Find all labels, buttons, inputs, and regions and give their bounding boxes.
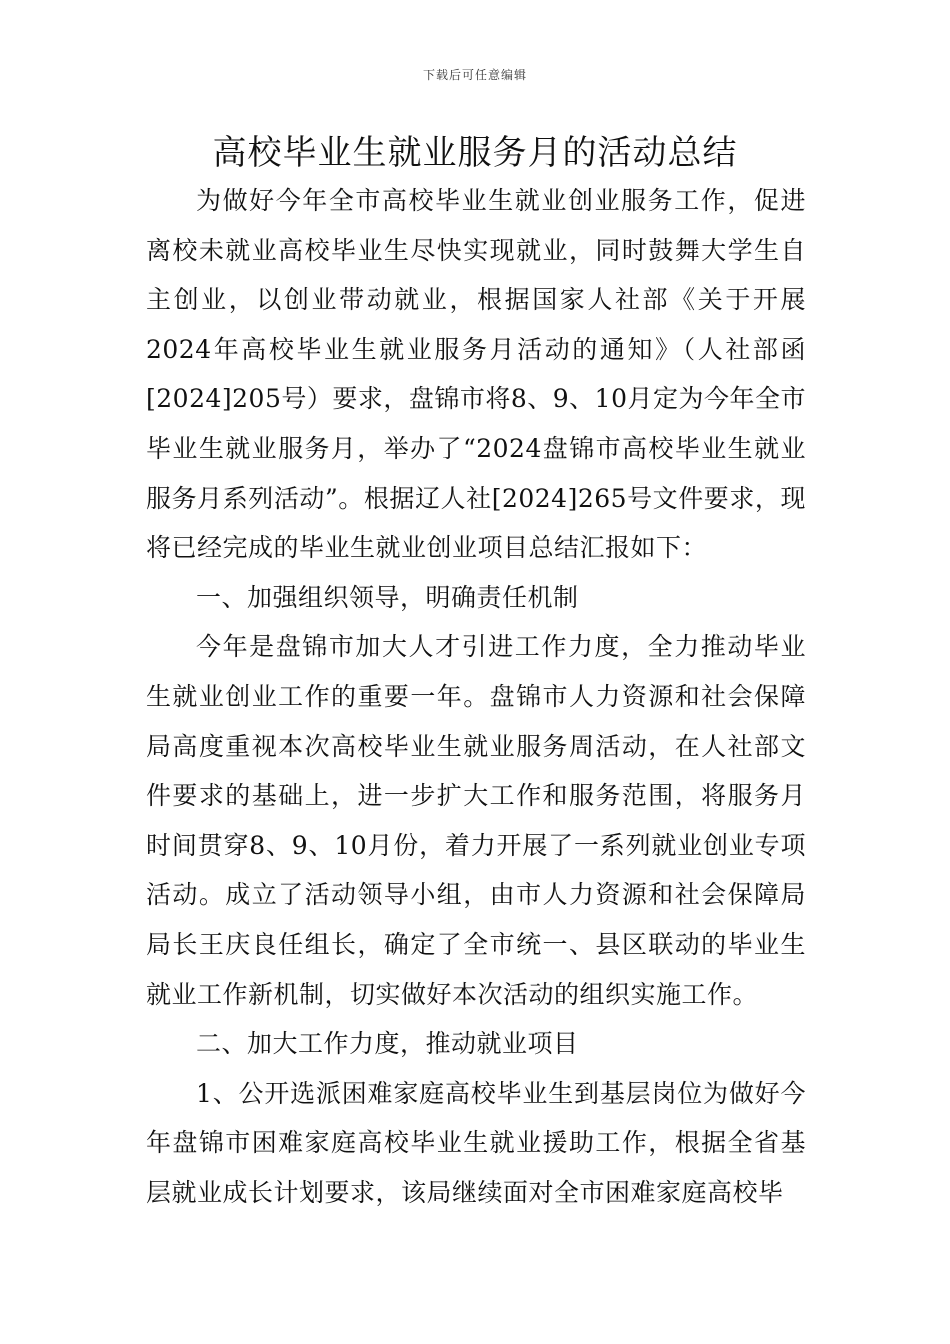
document-body <box>146 176 806 1217</box>
intro-paragraph: 为做好今年全市高校毕业生就业创业服务工作，促进离校未就业高校毕业生尽快实现就业，同时鼓舞大学生自主创业，以创业带动就业，根据国家人社部《关于开展2024年高校毕业生就业服务月活动的通知》（人社部函[2024]205号）要求，盘锦市将8、9、10月定为今年全市毕业生就业服务月，举办了“2024盘锦市高校毕业生就业服务月系列活动”。根据辽人社[2024]265号文件要求，现将已经完成的毕业生就业创业项目总结汇报如下： <box>146 186 806 563</box>
section-1-paragraph: 今年是盘锦市加大人才引进工作力度，全力推动毕业生就业创业工作的重要一年。盘锦市人力资源和社会保障局高度重视本次高校毕业生就业服务周活动，在人社部文件要求的基础上，进一步扩大工作和服务范围，将服务月时间贯穿8、9、10月份，着力开展了一系列就业创业专项活动。成立了活动领导小组，由市人力资源和社会保障局局长王庆良任组长，确定了全市统一、县区联动的毕业生就业工作新机制，切实做好本次活动的组织实施工作。 <box>146 632 806 1009</box>
section-heading-1: 一、加强组织领导，明确责任机制 <box>196 582 579 612</box>
section-heading-2: 二、加大工作力度，推动就业项目 <box>196 1029 579 1059</box>
header-note: 下载后可任意编辑 <box>422 68 527 82</box>
section-2-item-1-paragraph: 1、公开选派困难家庭高校毕业生到基层岗位为做好今年盘锦市困难家庭高校毕业生就业援助工作，根据全省基层就业成长计划要求，该局继续面对全市困难家庭高校毕 <box>146 1078 806 1207</box>
document-title: 高校毕业生就业服务月的活动总结 <box>212 133 738 173</box>
